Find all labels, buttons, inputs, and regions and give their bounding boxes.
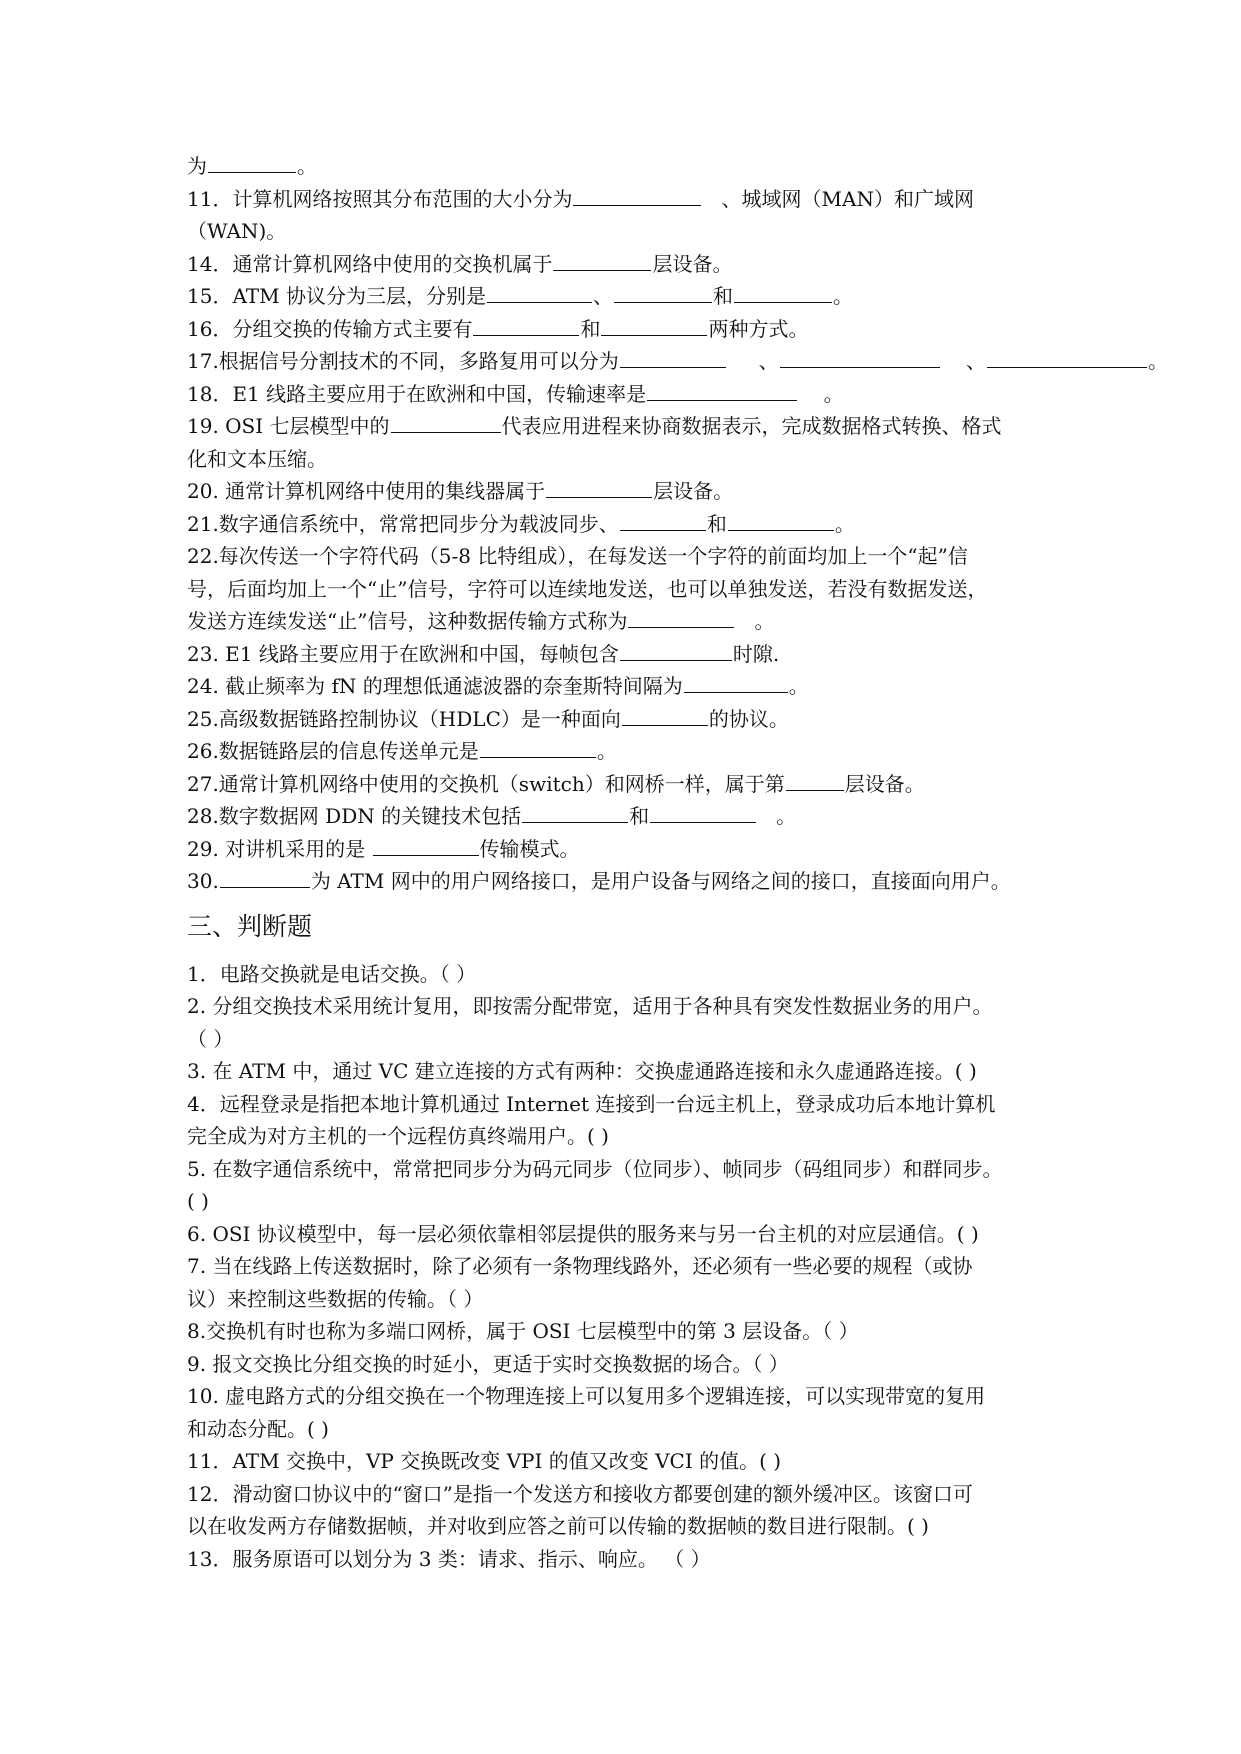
tf-question-7: 7. 当在线路上传送数据时，除了必须有一条物理线路外，还必须有一些必要的规程（或协 — [187, 1254, 973, 1278]
answer-blank[interactable] — [647, 380, 797, 401]
tf-question-8: 8.交换机有时也称为多端口网桥，属于 OSI 七层模型中的第 3 层设备。（ ） — [187, 1319, 859, 1343]
answer-blank[interactable] — [522, 802, 628, 823]
tf-question-3: 3. 在 ATM 中，通过 VC 建立连接的方式有两种：交换虚通路连接和永久虚通路连接。( ) — [187, 1059, 977, 1083]
tf-question-4: 4．远程登录是指把本地计算机通过 Internet 连接到一台远主机上，登录成功后本地计算机 — [187, 1091, 996, 1116]
tf-question-1: 1．电路交换就是电话交换。（ ） — [187, 961, 477, 986]
question-22: 22.每次传送一个字符代码（5-8 比特组成），在每发送一个字符的前面均加上一个“起”信 — [187, 544, 968, 568]
section-title: 三、判断题 — [187, 911, 313, 941]
answer-blank[interactable] — [573, 185, 701, 206]
tf-question-12-cont: 以在收发两方存储数据帧，并对收到应答之前可以传输的数据帧的数目进行限制。( ) — [187, 1514, 929, 1538]
answer-blank[interactable] — [620, 510, 706, 531]
question-10-tail: 为 。 — [187, 154, 317, 178]
question-19: 19. OSI 七层模型中的 代表应用进程来协商数据表示，完成数据格式转换、格式 — [187, 414, 1002, 438]
question-23: 23. E1 线路主要应用于在欧洲和中国，每帧包含 时隙. — [187, 641, 780, 666]
tf-question-2: 2. 分组交换技术采用统计复用，即按需分配带宽，适用于各种具有突发性数据业务的用户。 — [187, 994, 993, 1018]
answer-blank[interactable] — [684, 672, 788, 693]
question-28: 28.数字数据网 DDN 的关键技术包括 和 。 — [187, 804, 797, 828]
tf-question-11: 11．ATM 交换中，VP 交换既改变 VPI 的值又改变 VCI 的值。( ) — [187, 1449, 782, 1473]
answer-blank[interactable] — [546, 477, 652, 498]
question-19-cont: 化和文本压缩。 — [187, 446, 327, 471]
question-18: 18．E1 线路主要应用于在欧洲和中国，传输速率是 。 — [187, 381, 844, 406]
answer-blank[interactable] — [373, 835, 479, 856]
question-30: 30. 为 ATM 网中的用户网络接口，是用户设备与网络之间的接口，直接面向用户。 — [187, 869, 1011, 893]
answer-blank[interactable] — [987, 347, 1147, 368]
answer-blank[interactable] — [208, 152, 296, 173]
question-11: 11．计算机网络按照其分布范围的大小分为 、城域网（MAN）和广域网 — [187, 186, 974, 211]
answer-blank[interactable] — [650, 802, 756, 823]
question-25: 25.高级数据链路控制协议（HDLC）是一种面向 的协议。 — [187, 706, 789, 731]
tf-question-10-cont: 和动态分配。( ) — [187, 1416, 329, 1441]
tf-question-13: 13．服务原语可以划分为 3 类：请求、指示、响应。 （ ） — [187, 1546, 711, 1571]
tf-question-12: 12．滑动窗口协议中的“窗口”是指一个发送方和接收方都要创建的额外缓冲区。该窗口可 — [187, 1481, 973, 1506]
question-24: 24. 截止频率为 fN 的理想低通滤波器的奈奎斯特间隔为 。 — [187, 674, 809, 698]
question-26: 26.数据链路层的信息传送单元是 。 — [187, 739, 617, 763]
question-11-cont: （WAN)。 — [187, 219, 287, 243]
tf-question-7-cont: 议）来控制这些数据的传输。（ ） — [187, 1286, 484, 1311]
answer-blank[interactable] — [628, 607, 734, 628]
tf-question-2-cont: （ ） — [187, 1026, 234, 1051]
answer-blank[interactable] — [391, 412, 501, 433]
question-21: 21.数字通信系统中，常常把同步分为载波同步、 和 。 — [187, 511, 855, 536]
answer-blank[interactable] — [487, 282, 592, 303]
tf-question-5: 5. 在数字通信系统中，常常把同步分为码元同步（位同步）、帧同步（码组同步）和群同步。 — [187, 1156, 1003, 1181]
answer-blank[interactable] — [473, 315, 579, 336]
answer-blank[interactable] — [734, 282, 832, 303]
question-15: 15．ATM 协议分为三层，分别是 、 和 。 — [187, 284, 853, 308]
question-22-cont: 号，后面均加上一个“止”信号，字符可以连续地发送，也可以单独发送，若没有数据发送， — [187, 576, 988, 601]
question-16: 16．分组交换的传输方式主要有 和 两种方式。 — [187, 316, 809, 341]
answer-blank[interactable] — [220, 867, 310, 888]
answer-blank[interactable] — [620, 640, 732, 661]
exam-page — [187, 150, 1241, 1575]
question-27: 27.通常计算机网络中使用的交换机（switch）和网桥一样，属于第 层设备。 — [187, 771, 925, 796]
question-14: 14．通常计算机网络中使用的交换机属于 层设备。 — [187, 251, 733, 276]
tf-question-4-cont: 完全成为对方主机的一个远程仿真终端用户。( ) — [187, 1124, 609, 1148]
answer-blank[interactable] — [614, 282, 712, 303]
question-20: 20. 通常计算机网络中使用的集线器属于 层设备。 — [187, 479, 734, 503]
question-22-cont2: 发送方连续发送“止”信号，这种数据传输方式称为 。 — [187, 609, 775, 633]
answer-blank[interactable] — [622, 705, 708, 726]
answer-blank[interactable] — [728, 510, 834, 531]
tf-question-5-cont: ( ) — [187, 1189, 209, 1213]
question-29: 29. 对讲机采用的是 传输模式。 — [187, 836, 580, 861]
tf-question-9: 9. 报文交换比分组交换的时延小，更适于实时交换数据的场合。（ ） — [187, 1351, 789, 1376]
answer-blank[interactable] — [553, 250, 651, 271]
answer-blank[interactable] — [620, 347, 726, 368]
tf-question-6: 6. OSI 协议模型中，每一层必须依靠相邻层提供的服务来与另一台主机的对应层通信。( ) — [187, 1221, 979, 1246]
tf-question-10: 10. 虚电路方式的分组交换在一个物理连接上可以复用多个逻辑连接，可以实现带宽的复用 — [187, 1384, 986, 1408]
answer-blank[interactable] — [601, 315, 707, 336]
answer-blank[interactable] — [786, 770, 844, 791]
answer-blank[interactable] — [780, 347, 940, 368]
answer-blank[interactable] — [480, 737, 596, 758]
question-17: 17.根据信号分割技术的不同，多路复用可以分为 、 、 。 — [187, 349, 1169, 373]
